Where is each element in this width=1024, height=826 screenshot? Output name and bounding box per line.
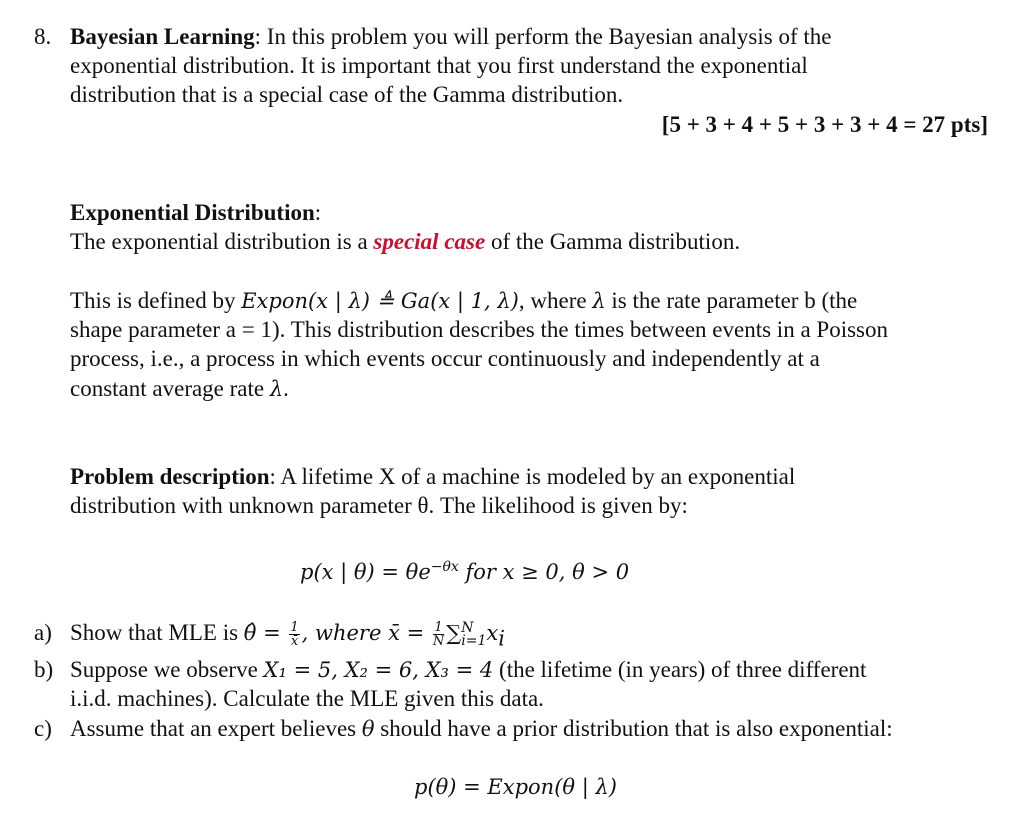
def-lambda: λ	[592, 289, 606, 313]
part-c-post: should have a prior distribution that is also exponential:	[374, 716, 893, 741]
theta-hat: θ̂ =	[243, 621, 288, 645]
sum-lower: i=1	[461, 632, 487, 649]
special-case-emphasis: special case	[373, 229, 486, 254]
part-c-line	[70, 714, 893, 745]
exponential-line-3: process, i.e., a process in which events occur continuously and independently at a	[70, 346, 820, 371]
where-xbar: , where x̄ =	[301, 621, 431, 645]
exp-line4-pre: constant average rate	[70, 376, 270, 401]
fraction-one-over-n	[433, 621, 444, 648]
xi-var: x	[486, 621, 499, 645]
definition-math: Expon(x | λ) ≜ Ga(x | 1, λ)	[241, 289, 519, 313]
part-a-text	[70, 618, 505, 654]
frac2-num: 1	[434, 620, 443, 636]
part-a-label: a)	[34, 620, 52, 645]
part-a-intro: Show that MLE is	[70, 620, 244, 645]
def-post: is the rate parameter b (the	[605, 288, 858, 313]
intro-text-1: : In this problem you will perform the Bayesian analysis of the	[254, 24, 832, 49]
intro-line-2: exponential distribution. It is important that you first understand the exponential	[70, 53, 808, 78]
exponential-line-1	[70, 227, 740, 257]
xi-sub: i	[498, 626, 505, 651]
part-c-label: c)	[34, 716, 52, 741]
problem-description-heading: Problem description	[70, 464, 270, 489]
intro-line-3: distribution that is a special case of the Gamma distribution.	[70, 82, 624, 107]
problem-description-line-2: distribution with unknown parameter θ. The likelihood is given by:	[70, 493, 688, 518]
heading-colon: :	[314, 200, 322, 225]
def-mid: , where	[518, 288, 593, 313]
problem-number: 8.	[34, 24, 52, 49]
observed-values: X₁ = 5, X₂ = 6, X₃ = 4	[263, 658, 494, 682]
likelihood-exponent: −θx	[430, 559, 459, 575]
definition-line	[70, 286, 857, 317]
exponential-line-2: shape parameter a = 1). This distribution describes the times between events in a Poisson	[70, 317, 888, 342]
sum-upper: N	[461, 619, 474, 636]
likelihood-equation	[300, 553, 629, 588]
rate-lambda: λ	[269, 377, 284, 401]
points-breakdown: [5 + 3 + 4 + 5 + 3 + 3 + 4 = 27 pts]	[661, 112, 988, 137]
intro-line-1	[70, 22, 831, 52]
part-b-post: (the lifetime (in years) of three different	[493, 657, 867, 682]
exponential-heading: Exponential Distribution	[70, 200, 315, 225]
prior-equation: p(θ) = Expon(θ | λ)	[414, 775, 617, 799]
part-b-line-2: i.i.d. machines). Calculate the MLE given this data.	[70, 686, 544, 711]
frac1-num: 1	[290, 620, 299, 636]
def-pre: This is defined by	[70, 288, 242, 313]
part-b-label: b)	[34, 657, 54, 682]
exp-line4-post: .	[283, 376, 289, 401]
problem-description-line-1	[70, 462, 795, 492]
part-b-pre: Suppose we observe	[70, 657, 264, 682]
frac1-den: x̄	[290, 634, 299, 650]
exponential-heading-line	[70, 198, 321, 228]
likelihood-condition: for x ≥ 0, θ > 0	[458, 560, 630, 584]
exp-line1-post: of the Gamma distribution.	[485, 229, 741, 254]
sum-symbol: ∑	[446, 621, 462, 645]
pd-line1-post: : A lifetime X of a machine is modeled by an exponential	[269, 464, 796, 489]
part-c-pre: Assume that an expert believes	[70, 716, 362, 741]
exp-line1-pre: The exponential distribution is a	[70, 229, 374, 254]
exponential-line-4	[70, 374, 289, 405]
problem-title: Bayesian Learning	[70, 24, 255, 49]
likelihood-main: p(x | θ) = θe	[300, 560, 431, 584]
part-b-line-1	[70, 655, 866, 686]
frac2-den: N	[432, 634, 445, 650]
fraction-one-over-xbar	[289, 621, 299, 648]
part-c-theta: θ	[361, 717, 375, 741]
sum-limits	[461, 619, 487, 649]
